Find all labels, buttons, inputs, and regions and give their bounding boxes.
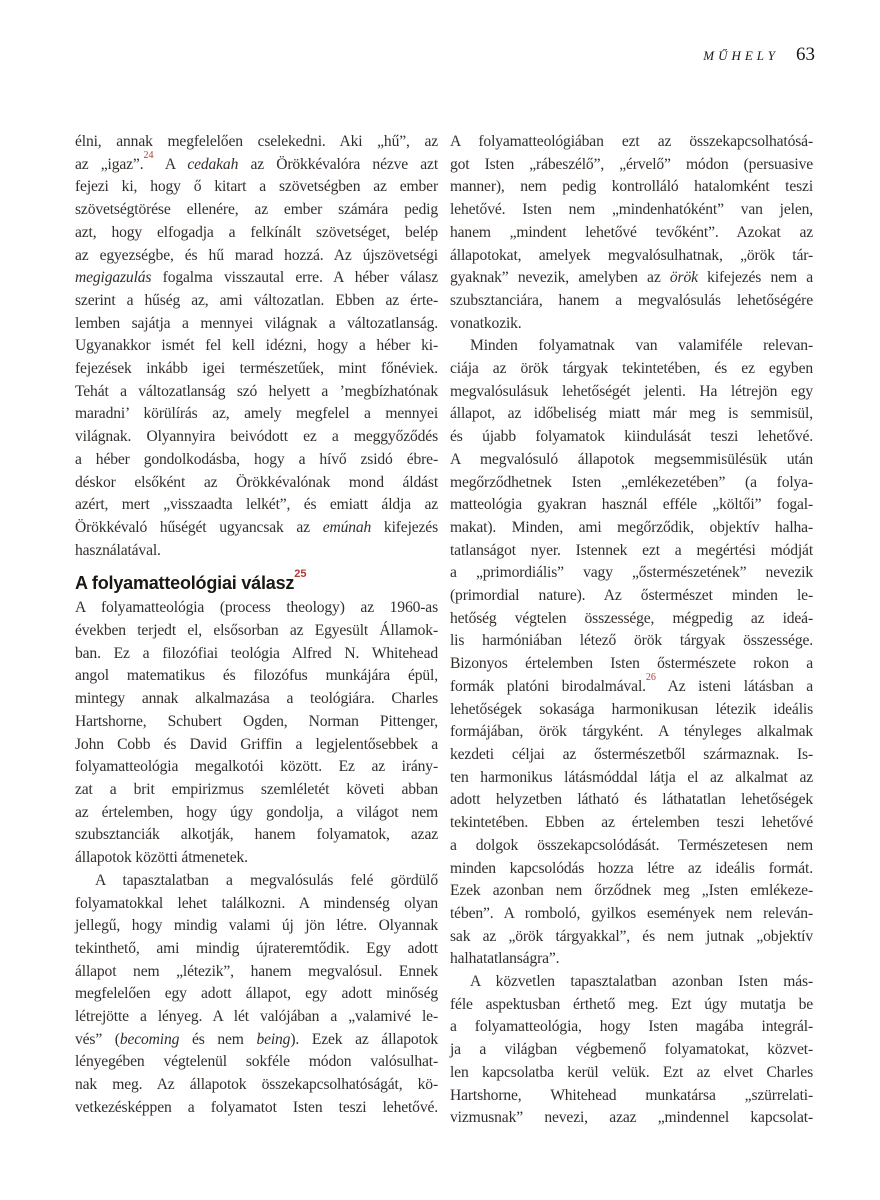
text-line: szövetségtörése ellenére, az ember számára pedig [75,201,438,219]
text-line: fejezések inkább igei természetűek, mint főnéviek. [75,360,438,378]
text-line: sak az „örök tárgyakkal”, és nem jutnak „objektív [450,927,813,945]
text-line: Hartshorne, Schubert Ogden, Norman Pittenger, [75,712,438,730]
text-line: és újabb folyamatok kiindulását teszi lehetővé. [450,428,813,446]
text-line: halhatatlanságra”. [450,950,560,968]
text-line: állapot nem „létezik”, hanem megvalósul. Ennek [75,962,438,980]
text-line: angol matematikus és filozófus munkájára épül, [75,667,438,685]
text-line: A tapasztalatban a megvalósulás felé gördülő [95,871,438,889]
text-line: A közvetlen tapasztalatban azonban Isten más- [470,973,813,991]
text-line: makat). Minden, ami megőrződik, objektív halha- [450,518,813,536]
section-heading: A folyamatteológiai válasz$^{25}$ [75,567,307,594]
text-line: ja a világban végbemenő folyamatokat, közvet- [450,1041,813,1059]
text-line: fejezi ki, hogy ő kitart a szövetségben az ember [75,178,438,196]
text-line: mintegy annak alkalmazása a teológiára. Charles [75,690,438,708]
paragraph [450,131,813,335]
text-line: vés” (becoming és nem being). Ezek az állapotok [75,1030,438,1048]
right-text-column [450,131,813,1130]
text-line: jellegű, hogy mindig valami új jön létre. Olyannak [75,917,438,935]
paragraph [450,335,813,971]
page-number: 63 [796,44,815,65]
text-line: szubsztanciák alkotják, hanem folyamatok, azaz [75,826,438,844]
text-line: nak meg. Az állapotok összekapcsolhatóságát, kö- [75,1076,438,1094]
text-line: A megvalósuló állapotok megsemmisülésük után [450,450,813,468]
text-line: állapotok közötti átmenetek. [75,849,248,867]
text-line: (primordial nature). Az őstermészet minden le- [450,587,813,605]
text-line: azért, mert „visszaadta lelkét”, és emiatt áldja az [75,496,438,514]
footnote-ref: 26 [645,671,656,683]
text-line: déskor elsőként az Örökkévalónak mond áldást [75,473,438,491]
text-line: a „primordiális” vagy „őstermészetének” nevezik [450,564,813,582]
text-line: állapotokat, amelyek megvalósulhatnak, „örök tár- [450,246,813,264]
text-line: maradni’ körülírás az, amely megfelel a mennyei [75,405,438,423]
text-line: A folyamatteológiában ezt az összekapcsolhatósá- [450,133,813,150]
text-line: lehetővé. Isten nem „mindenhatóként” van jelen, [450,201,813,219]
footnote-ref: 25 [294,567,307,580]
text-line: tében”. A romboló, gyilkos események nem releván- [450,904,813,922]
text-line: azt, hogy elfogadja a felkínált szövetséget, belép [75,223,438,241]
text-line: kezdeti céljai az őstermészetből származnak. Is- [450,745,813,763]
text-line: minden kapcsolódás hozza létre az ideális formát. [450,859,813,877]
text-line: Örökkévaló hűségét ugyancsak az emúnah kifejezés [75,518,438,536]
text-line: formájában, örök tárgyként. A tényleges alkalmak [450,723,813,741]
paragraph [75,131,438,562]
text-line: matteológia gyakran használ efféle „költői” fogal- [450,496,813,514]
text-line: Ezek azonban nem őrződnek meg „Isten emlékeze- [450,882,813,900]
text-line: folyamatokkal lehet találkozni. A mindenség olyan [75,894,438,912]
text-line: hetőség végtelen összessége, mégpedig az ideá- [450,609,813,627]
text-line: Minden folyamatnak van valamiféle relevan- [470,337,813,355]
text-line: vetkezésképpen a folyamatot Isten teszi lehetővé. [75,1098,438,1116]
text-line: tatlanságot nyer. Istennek ezt a megértési módját [450,541,813,559]
text-line: létrejötte a lényeg. A lét valójában a „valamivé le- [75,1008,438,1026]
text-line: élni, annak megfelelően cselekedni. Aki „hű”, az [75,133,438,150]
text-line: A folyamatteológia (process theology) az 1960-as [75,599,438,617]
text-line: az értelemben, hogy úgy gondolja, a világot nem [75,803,438,821]
text-line: gyaknak” nevezik, amelyben az örök kifejezés nem a [450,269,813,287]
text-line: tekinthető, ami mindig újrateremtődik. Egy adott [75,939,438,957]
footnote-ref: 24 [143,149,154,161]
text-line: tekintetében. Ebben az értelemben teszi lehetővé [450,814,813,832]
left-text-column [75,131,438,1130]
two-column-text-body [75,131,813,1130]
text-line: John Cobb és David Griffin a legjelentősebbek a [75,735,438,753]
text-line: megfelelően egy adott állapot, egy adott minőség [75,985,438,1003]
text-line: szubsztanciára, hanem a megvalósulás lehetőségére [450,291,813,309]
text-line: lényegében végtelenül sokféle módon valósulhat- [75,1053,438,1071]
text-line: a folyamatteológia, hogy Isten magába integrál- [450,1018,813,1036]
italic-term: örök [669,269,698,287]
text-line: Bizonyos értelemben Isten őstermészete rokon a [450,655,813,673]
text-line: Ugyanakkor ismét fel kell idézni, hogy a héber ki- [75,337,438,355]
journal-section-label: MŰHELY [703,48,779,63]
text-line: zat a brit empirizmus szemléletét követi abban [75,780,438,798]
text-line: féle aspektusban érthető meg. Ezt úgy mutatja be [450,995,813,1013]
paragraph [75,870,438,1120]
text-line: adott helyzetben látható és láthatatlan lehetőségek [450,791,813,809]
text-line: got Isten „rábeszélő”, „érvelő” módon (persuasive [450,155,813,173]
text-line: Tehát a változatlanság szó helyett a ’megbízhatónak [75,382,438,400]
text-line: ban. Ez a filozófiai teológia Alfred N. Whitehead [75,644,438,662]
paragraph [75,597,438,869]
text-line: manner), nem pedig kontrolláló hatalomként teszi [450,178,813,196]
text-line: vizmusnak” nevezi, azaz „mindennel kapcsolat- [450,1109,813,1127]
text-line: az egyezségbe, és hű marad hozzá. Az újszövetségi [75,246,438,264]
text-line: lehetőségek sokasága harmonikusan létezik ideális [450,700,813,718]
text-line: megigazulás fogalma visszautal erre. A héber válasz [75,269,438,287]
text-line: formák platóni birodalmával.$^{26}$ Az isteni látásban a [450,671,814,695]
text-line: ciája az örök tárgyak tekintetében, és ez egyben [450,360,813,378]
paragraph [450,971,813,1130]
running-header [703,44,815,66]
italic-term: being [256,1030,291,1048]
text-line: használatával. [75,541,161,559]
text-line: a dolgok összekapcsolódását. Természetesen nem [450,836,813,854]
text-line: lis harmóniában létező örök tárgyak összessége. [450,632,813,650]
text-line: években terjedt el, elsősorban az Egyesült Államok- [75,622,438,640]
text-line: hanem „mindent lehetővé tevőként”. Azokat az [450,223,813,241]
text-line: folyamatteológia megalkotói között. Ez az irány- [75,758,438,776]
text-line: vonatkozik. [450,314,522,332]
text-line: len kapcsolatba kerül velük. Ezt az elvet Charles [450,1063,813,1081]
text-line: megőrződhetnek Isten „emlékezetében” (a folya- [450,473,813,491]
text-line: az „igaz”.$^{24}$ A cedakah az Örökkévalóra nézve azt [75,149,438,173]
text-line: szerint a hűség az, ami változatlan. Ebben az érte- [75,291,438,309]
text-line: világnak. Olyannyira beivódott ez a meggyőződés [75,428,438,446]
text-line: ten harmonikus látásmóddal látja el az alkalmat az [450,768,813,786]
text-line: megvalósulásuk lehetőségét jelenti. Ha létrejön egy [450,382,813,400]
text-line: Hartshorne, Whitehead munkatársa „szürrelati- [450,1086,813,1104]
text-line: lemben sajátja a mennyei világnak a változatlanság. [75,314,438,332]
italic-term: emúnah [322,518,372,536]
text-line: a héber gondolkodásba, hogy a hívő zsidó ébre- [75,450,438,468]
text-line: állapot, az időbeliség miatt már meg is semmisül, [450,405,813,423]
italic-term: becoming [119,1030,180,1048]
italic-term: megigazulás [75,269,152,287]
italic-term: cedakah [187,155,239,173]
